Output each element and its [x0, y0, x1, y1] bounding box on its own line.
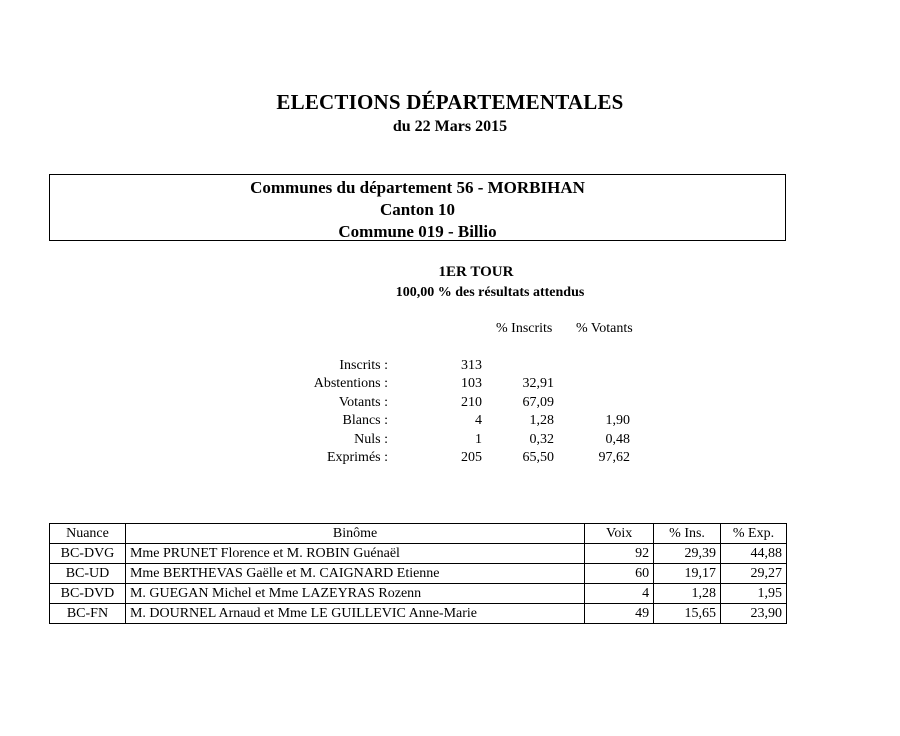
cell-pct-exp: 1,95: [721, 584, 787, 604]
col-header-pct-votants: % Votants: [576, 321, 633, 336]
cell-pct-exp: 29,27: [721, 564, 787, 584]
stat-pct-inscrits: 67,09: [522, 395, 554, 410]
header-pct-exp: % Exp.: [721, 524, 787, 544]
cell-nuance: BC-UD: [50, 564, 126, 584]
cell-nuance: BC-DVD: [50, 584, 126, 604]
col-header-pct-inscrits: % Inscrits: [496, 321, 553, 336]
table-row: [50, 544, 787, 564]
canton-line: Canton 10: [379, 200, 456, 219]
cell-pct-exp: 23,90: [721, 604, 787, 624]
page-title: ELECTIONS DÉPARTEMENTALES: [276, 90, 624, 114]
cell-pct-exp: 44,88: [721, 544, 787, 564]
cell-binome: Mme PRUNET Florence et M. ROBIN Guénaël: [125, 544, 584, 564]
results-expected: 100,00 % des résultats attendus: [395, 285, 585, 300]
stat-value: 313: [461, 358, 482, 373]
department-line: Communes du département 56 - MORBIHAN: [250, 178, 585, 197]
stat-pct-inscrits: 1,28: [529, 413, 554, 428]
stat-label: Votants :: [338, 395, 388, 410]
header-nuance: Nuance: [50, 524, 126, 544]
stat-value: 103: [461, 376, 482, 391]
commune-line: Commune 019 - Billio: [338, 222, 497, 241]
header-binome: Binôme: [125, 524, 584, 544]
stat-value: 205: [461, 450, 482, 465]
cell-pct-ins: 19,17: [654, 564, 721, 584]
location-box: [49, 174, 786, 241]
stat-value: 1: [475, 432, 482, 447]
cell-binome: Mme BERTHEVAS Gaëlle et M. CAIGNARD Etienne: [125, 564, 584, 584]
stat-label: Inscrits :: [339, 358, 388, 373]
election-date: du 22 Mars 2015: [392, 118, 508, 135]
cell-pct-ins: 1,28: [654, 584, 721, 604]
results-table: [49, 523, 787, 624]
tour-title: 1ER TOUR: [438, 264, 514, 280]
table-row: [50, 584, 787, 604]
stat-pct-inscrits: 32,91: [522, 376, 554, 391]
table-row: [50, 564, 787, 584]
cell-nuance: BC-DVG: [50, 544, 126, 564]
table-header-row: [50, 524, 787, 544]
cell-voix: 4: [585, 584, 654, 604]
cell-voix: 49: [585, 604, 654, 624]
stat-value: 210: [461, 395, 482, 410]
stat-label: Exprimés :: [326, 450, 388, 465]
header-pct-ins: % Ins.: [654, 524, 721, 544]
stat-pct-votants: 0,48: [605, 432, 630, 447]
stat-label: Blancs :: [342, 413, 388, 428]
cell-nuance: BC-FN: [50, 604, 126, 624]
stat-label: Abstentions :: [313, 376, 388, 391]
cell-binome: M. DOURNEL Arnaud et Mme LE GUILLEVIC Anne-Marie: [125, 604, 584, 624]
cell-voix: 92: [585, 544, 654, 564]
table-row: [50, 604, 787, 624]
header-voix: Voix: [585, 524, 654, 544]
stat-pct-inscrits: 65,50: [522, 450, 554, 465]
stat-value: 4: [475, 413, 482, 428]
stat-pct-inscrits: 0,32: [529, 432, 554, 447]
stat-pct-votants: 1,90: [605, 413, 630, 428]
cell-binome: M. GUEGAN Michel et Mme LAZEYRAS Rozenn: [125, 584, 584, 604]
cell-pct-ins: 15,65: [654, 604, 721, 624]
stat-pct-votants: 97,62: [598, 450, 630, 465]
stat-label: Nuls :: [354, 432, 388, 447]
cell-pct-ins: 29,39: [654, 544, 721, 564]
cell-voix: 60: [585, 564, 654, 584]
